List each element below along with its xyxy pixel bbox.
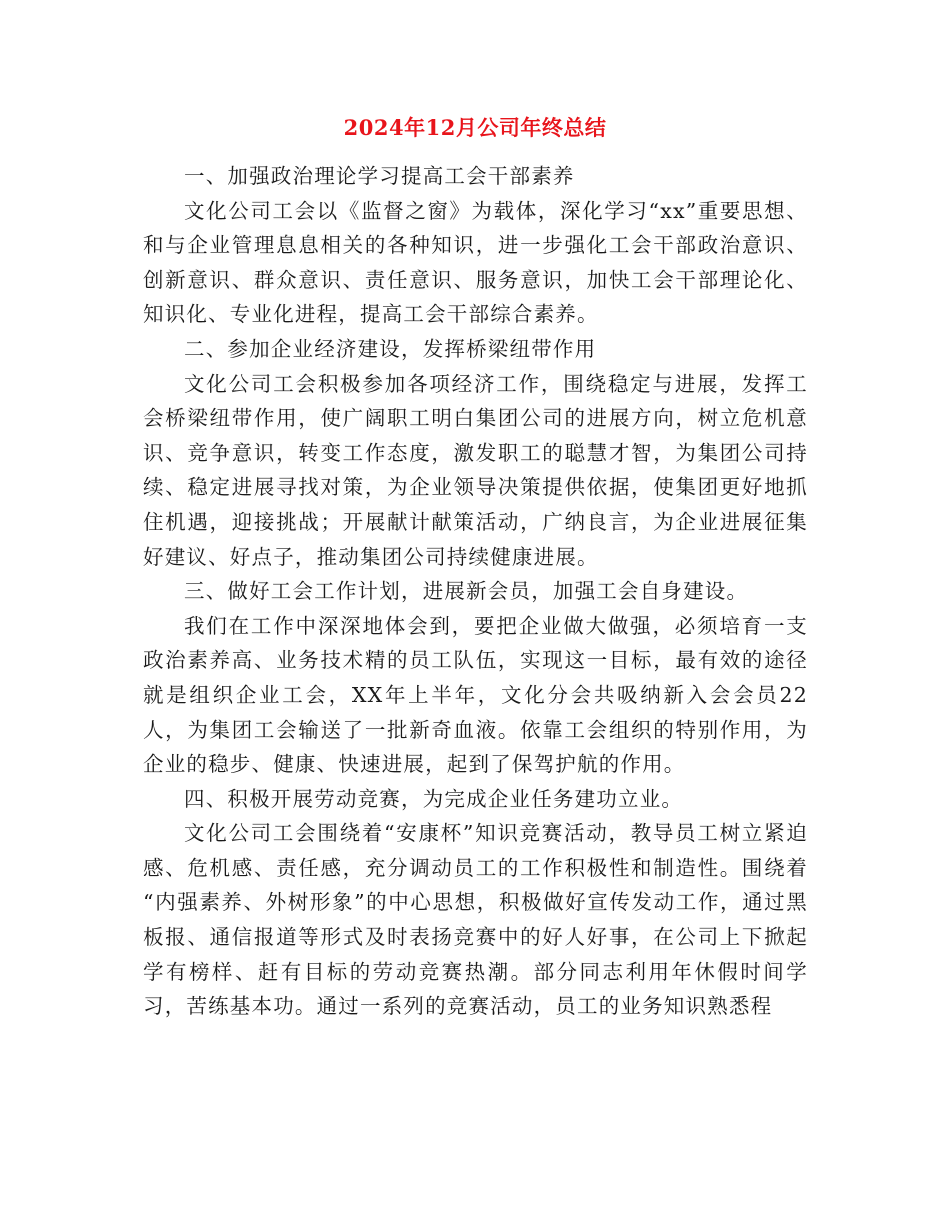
section-heading-2: 二、参加企业经济建设，发挥桥梁纽带作用 [184,336,597,361]
paragraph-4: 文化公司工会围绕着“安康杯”知识竞赛活动，教导员工树立紧迫感、危机感、责任感，充分调动员工的工作积极性和制造性。围绕着 “内强素养、外树形象”的中心思想，积极做好宣传发动工作，通过黑板报、通信报道等形式及时表扬竞赛中的好人好事，在公司上下掀起学有榜样、赶有目标的劳动竞赛热潮。部分同志利用年休假时间学习，苦练基本功。通过一系列的竞赛活动，员工的业务知识熟悉程 [143,821,808,1019]
section-heading-4: 四、积极开展劳动竞赛，为完成企业任务建功立业。 [184,786,684,811]
paragraph-1: 文化公司工会以《监督之窗》为载体，深化学习“xx”重要思想、和与企业管理息息相关的各种知识，进一步强化工会干部政治意识、创新意识、群众意识、责任意识、服务意识，加快工会干部理论化、知识化、专业化进程，提高工会干部综合素养。 [143,198,808,327]
document-title: 2024年12月公司年终总结 [343,115,607,140]
section-heading-1: 一、加强政治理论学习提高工会干部素养 [184,164,575,188]
document-body [143,159,808,1024]
section-heading-3: 三、做好工会工作计划，进展新会员，加强工会自身建设。 [184,579,749,604]
paragraph-2: 文化公司工会积极参加各项经济工作，围绕稳定与进展，发挥工会桥梁纽带作用，使广阔职工明白集团公司的进展方向，树立危机意识、竞争意识，转变工作态度，激发职工的聪慧才智，为集团公司持续、稳定进展寻找对策，为企业领导决策提供依据，使集团更好地抓住机遇，迎接挑战；开展献计献策活动，广纳良言，为企业进展征集好建议、好点子，推动集团公司持续健康进展。 [143,371,808,569]
paragraph-3: 我们在工作中深深地体会到，要把企业做大做强，必须培育一支政治素养高、业务技术精的员工队伍，实现这一目标，最有效的途径就是组织企业工会，XX年上半年，文化分会共吸纳新入会会员22 人，为集团工会输送了一批新奇血液。依靠工会组织的特别作用，为企业的稳步、健康、快速进展，起到了保驾护航的作用。 [143,613,808,777]
